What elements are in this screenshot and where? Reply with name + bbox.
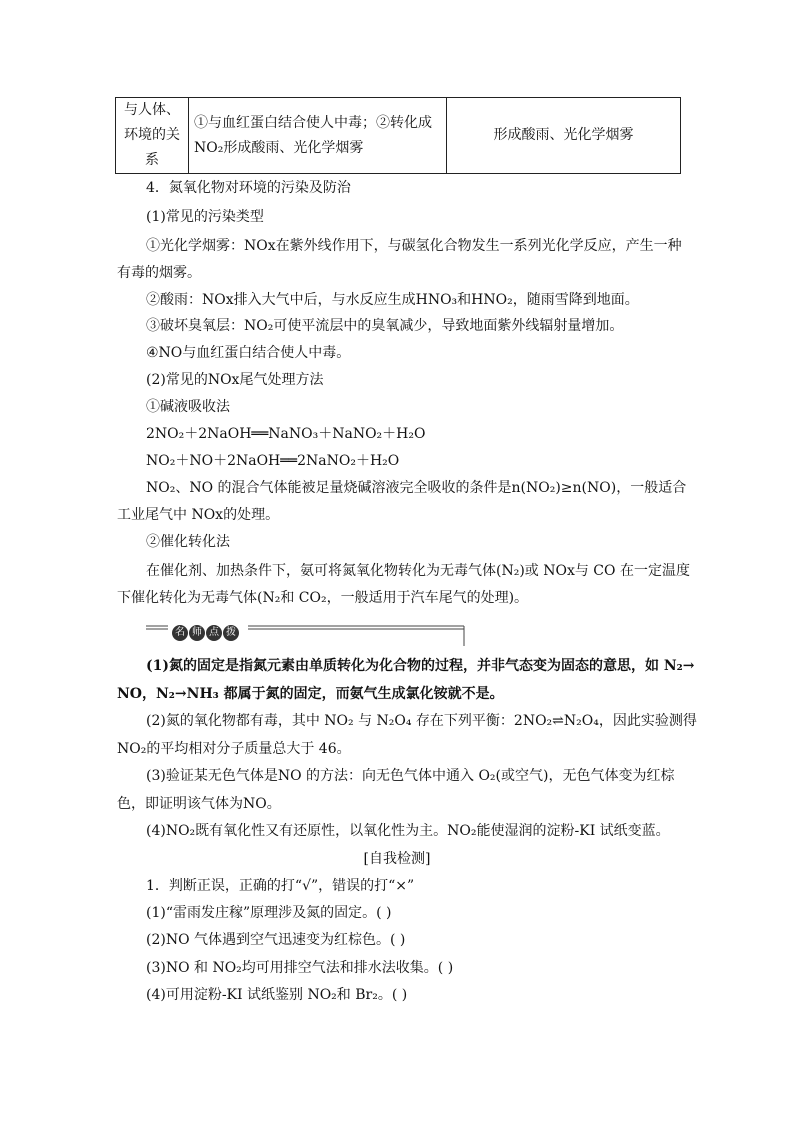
equation-2: NO₂＋NO＋2NaOH══2NaNO₂＋H₂O <box>146 453 400 469</box>
no-effect-cell <box>189 98 447 174</box>
property-table <box>115 97 681 174</box>
subheading-treatment: (2)常见的NOx尾气处理方法 <box>146 372 324 388</box>
table-row <box>116 98 681 174</box>
row-label: 与人体、环境的关系 <box>124 102 180 168</box>
smog-text-line-1: ①光化学烟雾：NOx在紫外线作用下，与碳氢化合物发生一系列光化学反应，产生一种 <box>146 238 682 254</box>
ozone-text: ③破坏臭氧层：NO₂可使平流层中的臭氧减少，导致地面紫外线辐射量增加。 <box>146 318 624 334</box>
statement-4: (4)可用淀粉-KI 试纸鉴别 NO₂和 Br₂。( ) <box>146 987 408 1003</box>
badge-char: 师 <box>189 625 205 641</box>
poisoning-text: ④NO与血红蛋白结合使人中毒。 <box>146 345 351 361</box>
absorption-condition-line-1: NO₂、NO 的混合气体能被足量烧碱溶液完全吸收的条件是n(NO₂)≥n(NO)，一般适合 <box>146 480 687 496</box>
tip-3-line-2: 色，即证明该气体为NO。 <box>117 796 281 812</box>
method-catalytic: ②催化转化法 <box>146 534 230 550</box>
statement-1: (1)“雷雨发庄稼”原理涉及氮的固定。( ) <box>146 905 392 921</box>
question-1: 1．判断正误，正确的打“√”，错误的打“×” <box>146 878 415 894</box>
no2-effect-cell: 形成酸雨、光化学烟雾 <box>447 98 681 174</box>
method-alkali: ①碱液吸收法 <box>146 399 230 415</box>
tip-2-line-2: NO₂的平均相对分子质量总大于 46。 <box>117 741 351 757</box>
smog-text-line-2: 有毒的烟雾。 <box>117 265 201 281</box>
tip-4: (4)NO₂既有氧化性又有还原性，以氧化性为主。NO₂能使湿润的淀粉-KI 试纸变蓝。 <box>146 823 670 839</box>
section-title: 4．氮氧化物对环境的污染及防治 <box>146 180 351 196</box>
statement-3: (3)NO 和 NO₂均可用排空气法和排水法收集。( ) <box>146 960 454 976</box>
tip-1-line-2: NO，N₂→NH₃ 都属于氮的固定，而氨气生成氯化铵就不是。 <box>117 686 504 702</box>
tip-2-line-1: (2)氮的氧化物都有毒，其中 NO₂ 与 N₂O₄ 存在下列平衡：2NO₂⇌N₂O₄，因此实验测得 <box>146 713 697 729</box>
badge-char: 名 <box>172 625 188 641</box>
cell-line-1: ①与血红蛋白结合使人中毒；②转化成 <box>194 114 432 131</box>
self-test-heading: [自我检测] <box>363 851 431 867</box>
tip-1-line-1: (1)氮的固定是指氮元素由单质转化为化合物的过程，并非气态变为固态的意思，如 N₂→ <box>146 658 695 674</box>
catalytic-text-line-2: 下催化转化为无毒气体(N₂和 CO₂，一般适用于汽车尾气的处理)。 <box>117 590 529 606</box>
statement-2: (2)NO 气体遇到空气迅速变为红棕色。( ) <box>146 932 406 948</box>
tips-banner <box>146 616 466 646</box>
badge-char: 拨 <box>223 625 239 641</box>
equation-1: 2NO₂＋2NaOH══NaNO₃＋NaNO₂＋H₂O <box>146 426 426 442</box>
catalytic-text-line-1: 在催化剂、加热条件下，氨可将氮氧化物转化为无毒气体(N₂)或 NOx与 CO 在一定温度 <box>146 563 690 579</box>
badge-char: 点 <box>206 625 222 641</box>
cell-line-2: NO₂形成酸雨、光化学烟雾 <box>194 139 364 156</box>
subheading-pollution-types: (1)常见的污染类型 <box>146 209 264 225</box>
tips-badge <box>172 620 244 640</box>
acid-rain-text: ②酸雨：NOx排入大气中后，与水反应生成HNO₃和HNO₂，随雨雪降到地面。 <box>146 292 639 308</box>
row-label-cell <box>116 98 189 174</box>
tip-3-line-1: (3)验证某无色气体是NO 的方法：向无色气体中通入 O₂(或空气)，无色气体变为红棕 <box>146 768 675 784</box>
absorption-condition-line-2: 工业尾气中 NOx的处理。 <box>117 507 280 523</box>
